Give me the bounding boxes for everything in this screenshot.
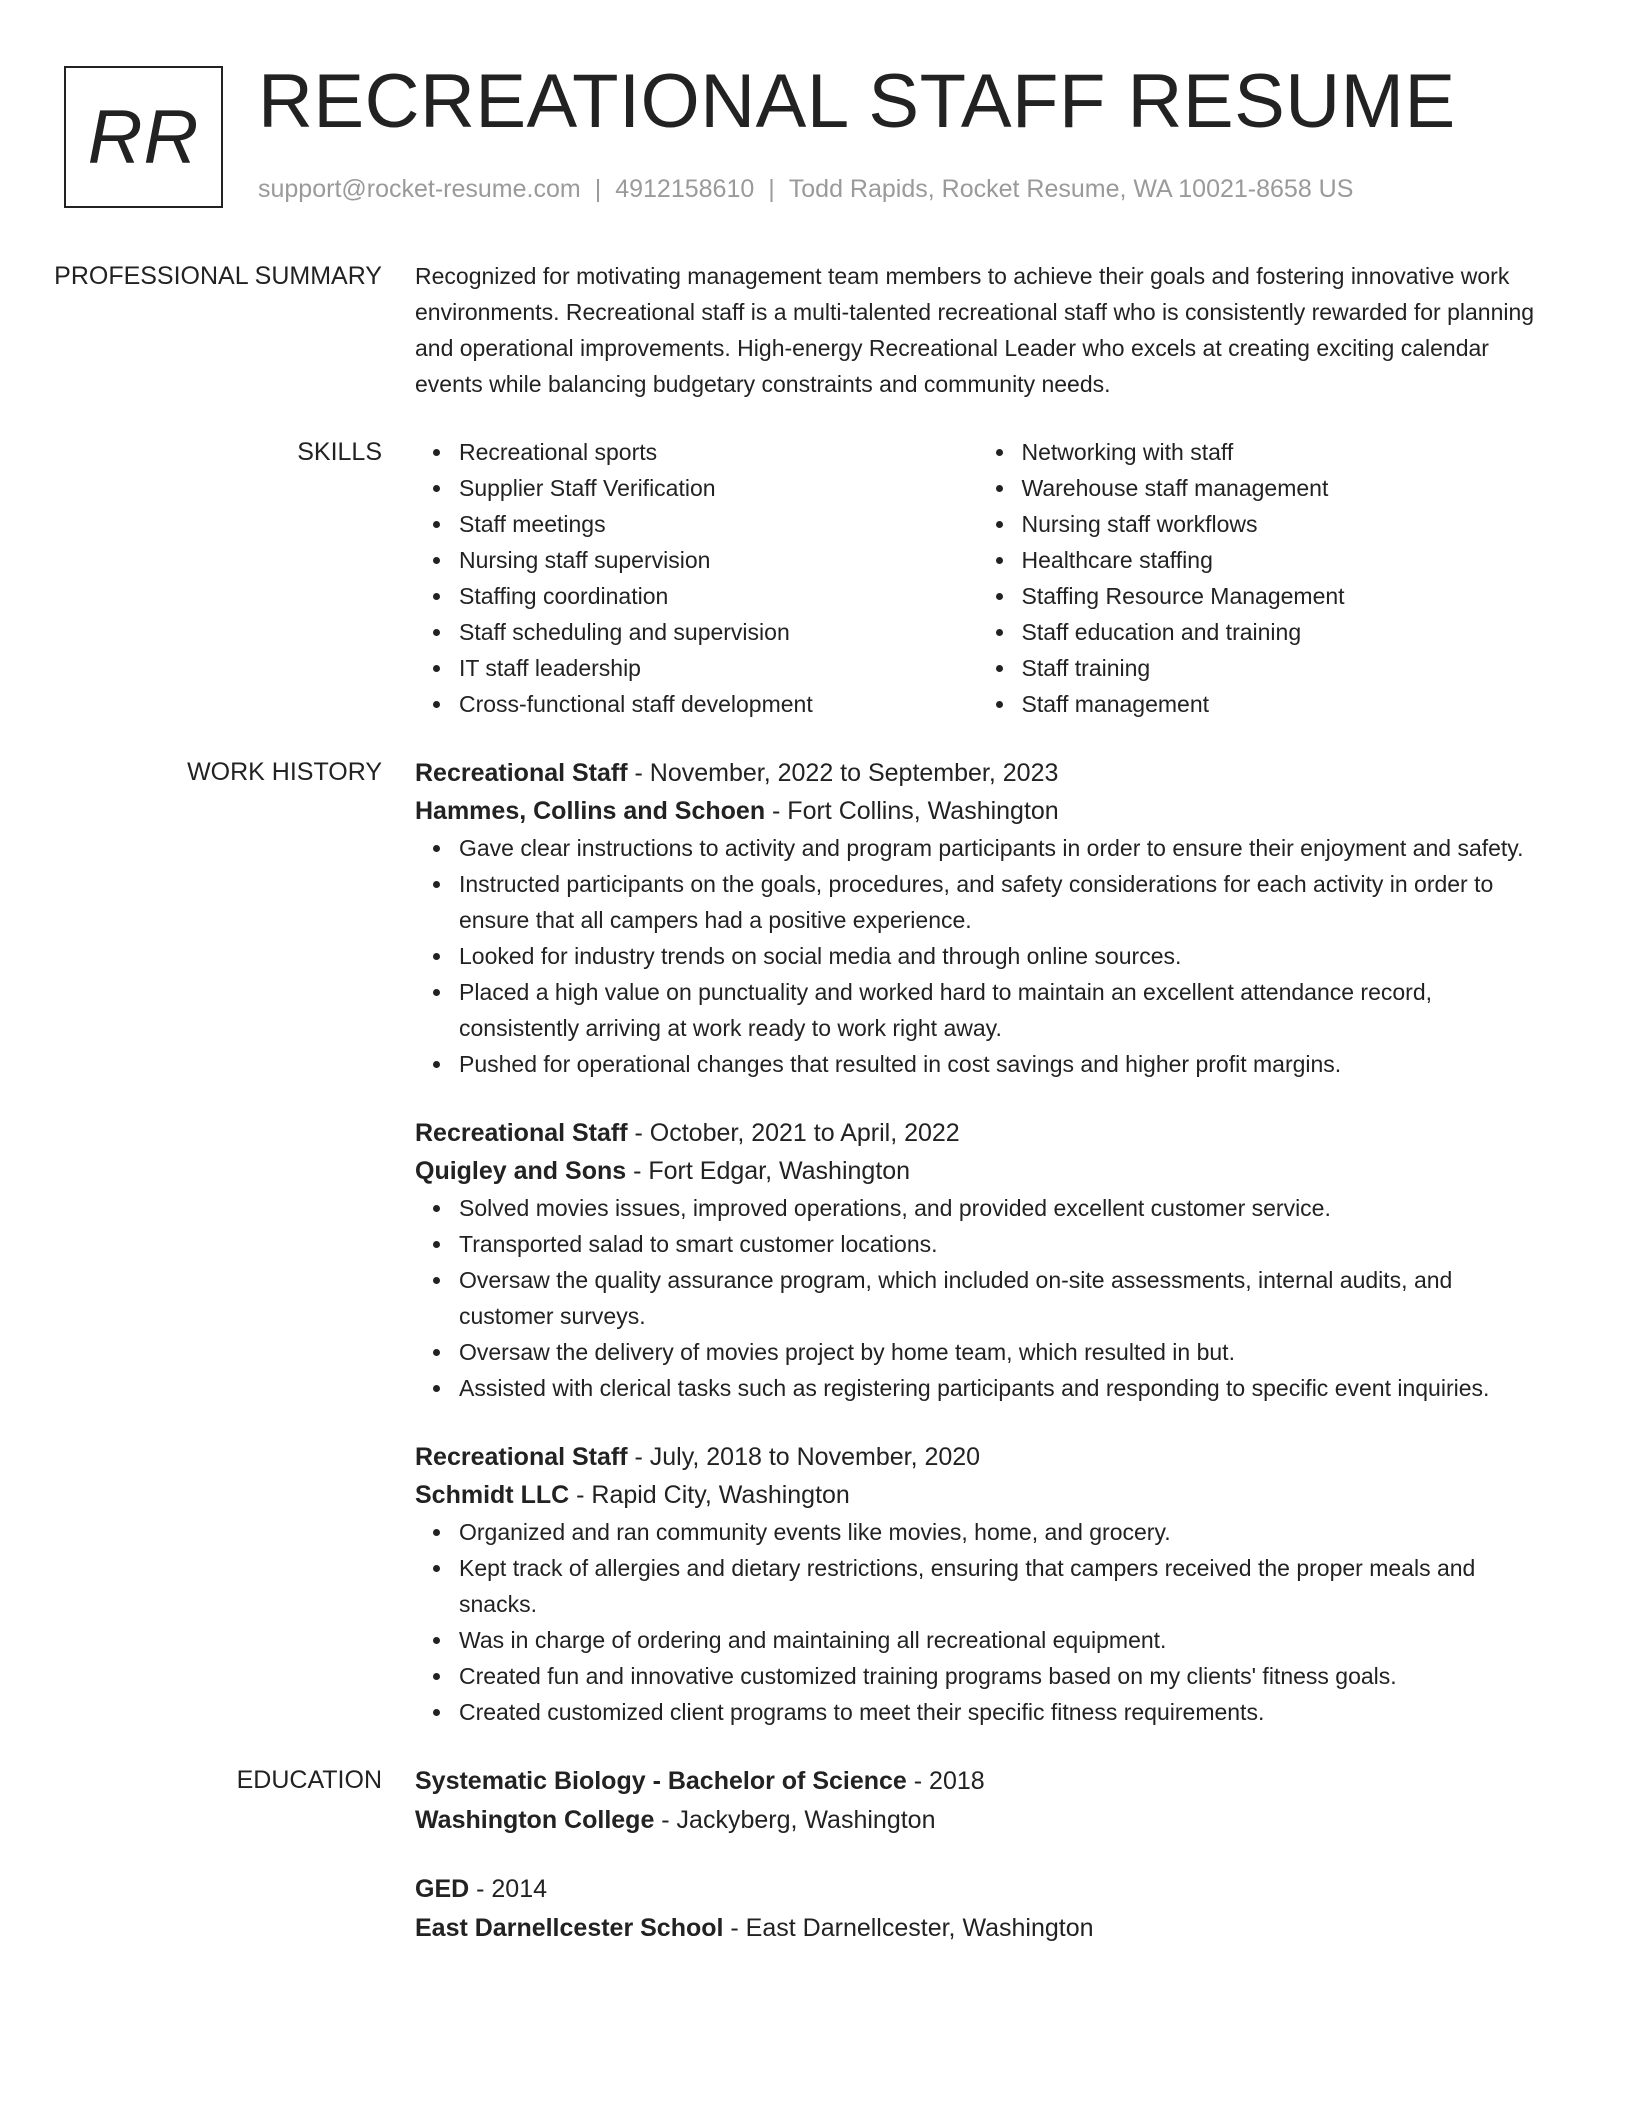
edu-year: - 2018: [906, 1767, 985, 1795]
job-title: Recreational Staff: [415, 759, 628, 787]
section-label: PROFESSIONAL SUMMARY: [54, 262, 382, 290]
contact-separator: |: [768, 175, 775, 203]
job-duty: Created fun and innovative customized training programs based on my clients' fitness goals.: [459, 1658, 1540, 1694]
job-location: - Fort Edgar, Washington: [626, 1157, 911, 1185]
education-section: [0, 1762, 1632, 1978]
job-company: Hammes, Collins and Schoen: [415, 797, 766, 825]
job-dates: - November, 2022 to September, 2023: [627, 759, 1059, 787]
job-duty: Pushed for operational changes that resulted in cost savings and higher profit margins.: [459, 1046, 1540, 1082]
section-label: WORK HISTORY: [187, 758, 382, 786]
job-duty: Oversaw the quality assurance program, which included on-site assessments, internal audits, and customer surveys.: [459, 1262, 1540, 1334]
job-duty: Created customized client programs to meet their specific fitness requirements.: [459, 1694, 1540, 1730]
job-dates: - July, 2018 to November, 2020: [627, 1443, 981, 1471]
job-entry: [415, 754, 1540, 1082]
skill-item: Staff training: [1022, 650, 1541, 686]
section-label: SKILLS: [297, 438, 382, 466]
job-location: - Rapid City, Washington: [569, 1481, 850, 1509]
job-title: Recreational Staff: [415, 1119, 628, 1147]
skill-item: Staff meetings: [459, 506, 978, 542]
job-duty: Solved movies issues, improved operations, and provided excellent customer service.: [459, 1190, 1540, 1226]
contact-separator: |: [594, 175, 602, 203]
skill-item: Staff scheduling and supervision: [459, 614, 978, 650]
skill-item: IT staff leadership: [459, 650, 978, 686]
skills-list-right: [978, 434, 1541, 722]
job-duties-list: [415, 1514, 1540, 1730]
edu-degree: Systematic Biology - Bachelor of Science: [415, 1767, 907, 1795]
summary-section: [0, 258, 1632, 402]
skills-section: [0, 434, 1632, 722]
edu-degree: GED: [415, 1875, 470, 1903]
skills-list-left: [415, 434, 978, 722]
skill-item: Supplier Staff Verification: [459, 470, 978, 506]
job-duties-list: [415, 830, 1540, 1082]
contact-phone[interactable]: 4912158610: [615, 175, 755, 203]
skill-item: Staffing coordination: [459, 578, 978, 614]
job-duties-list: [415, 1190, 1540, 1406]
job-company: Schmidt LLC: [415, 1481, 570, 1509]
edu-school: East Darnellcester School: [415, 1914, 724, 1942]
job-duty: Instructed participants on the goals, procedures, and safety considerations for each activity in order to ensure that all campers had a positive experience.: [459, 866, 1540, 938]
job-duty: Assisted with clerical tasks such as registering participants and responding to specific event inquiries.: [459, 1370, 1540, 1406]
skill-item: Warehouse staff management: [1022, 470, 1541, 506]
job-duty: Kept track of allergies and dietary restrictions, ensuring that campers received the proper meals and snacks.: [459, 1550, 1540, 1622]
education-entry: [415, 1870, 1540, 1948]
job-duty: Placed a high value on punctuality and worked hard to maintain an excellent attendance record, consistently arriving at work ready to work right away.: [459, 974, 1540, 1046]
job-duty: Organized and ran community events like movies, home, and grocery.: [459, 1514, 1540, 1550]
skill-item: Networking with staff: [1022, 434, 1541, 470]
contact-address: Todd Rapids, Rocket Resume, WA 10021-8658 US: [788, 175, 1354, 203]
job-duty: Transported salad to smart customer locations.: [459, 1226, 1540, 1262]
contact-line: [258, 175, 1353, 204]
edu-school: Washington College: [415, 1806, 655, 1834]
job-duty: Gave clear instructions to activity and program participants in order to ensure their enjoyment and safety.: [459, 830, 1540, 866]
work-history-section: [0, 754, 1632, 1730]
skill-item: Healthcare staffing: [1022, 542, 1541, 578]
job-company: Quigley and Sons: [415, 1157, 627, 1185]
monogram-logo: RR: [64, 66, 223, 208]
job-duty: Was in charge of ordering and maintaining all recreational equipment.: [459, 1622, 1540, 1658]
contact-email[interactable]: support@rocket-resume.com: [258, 175, 581, 203]
job-entry: [415, 1438, 1540, 1730]
edu-location: - Jackyberg, Washington: [654, 1806, 936, 1834]
job-duty: Oversaw the delivery of movies project by home team, which resulted in but.: [459, 1334, 1540, 1370]
job-title: Recreational Staff: [415, 1443, 628, 1471]
edu-location: - East Darnellcester, Washington: [723, 1914, 1094, 1942]
skill-item: Nursing staff supervision: [459, 542, 978, 578]
summary-text: Recognized for motivating management team members to achieve their goals and fostering innovative work environments. Recreational staff is a multi-talented recreational staff who is consistently rewarded for planning and operational improvements. High-energy Recreational Leader who excels at creating exciting calendar events while balancing budgetary constraints and community needs.: [415, 263, 1535, 397]
job-location: - Fort Collins, Washington: [765, 797, 1059, 825]
skill-item: Staff education and training: [1022, 614, 1541, 650]
skill-item: Nursing staff workflows: [1022, 506, 1541, 542]
section-label: EDUCATION: [236, 1766, 382, 1794]
skill-item: Cross-functional staff development: [459, 686, 978, 722]
edu-year: - 2014: [469, 1875, 548, 1903]
job-duty: Looked for industry trends on social media and through online sources.: [459, 938, 1540, 974]
skill-item: Staffing Resource Management: [1022, 578, 1541, 614]
resume-title: RECREATIONAL STAFF RESUME: [258, 59, 1456, 144]
job-entry: [415, 1114, 1540, 1406]
skill-item: Staff management: [1022, 686, 1541, 722]
resume-content: [0, 258, 1632, 2010]
job-dates: - October, 2021 to April, 2022: [627, 1119, 960, 1147]
education-entry: [415, 1762, 1540, 1840]
skill-item: Recreational sports: [459, 434, 978, 470]
